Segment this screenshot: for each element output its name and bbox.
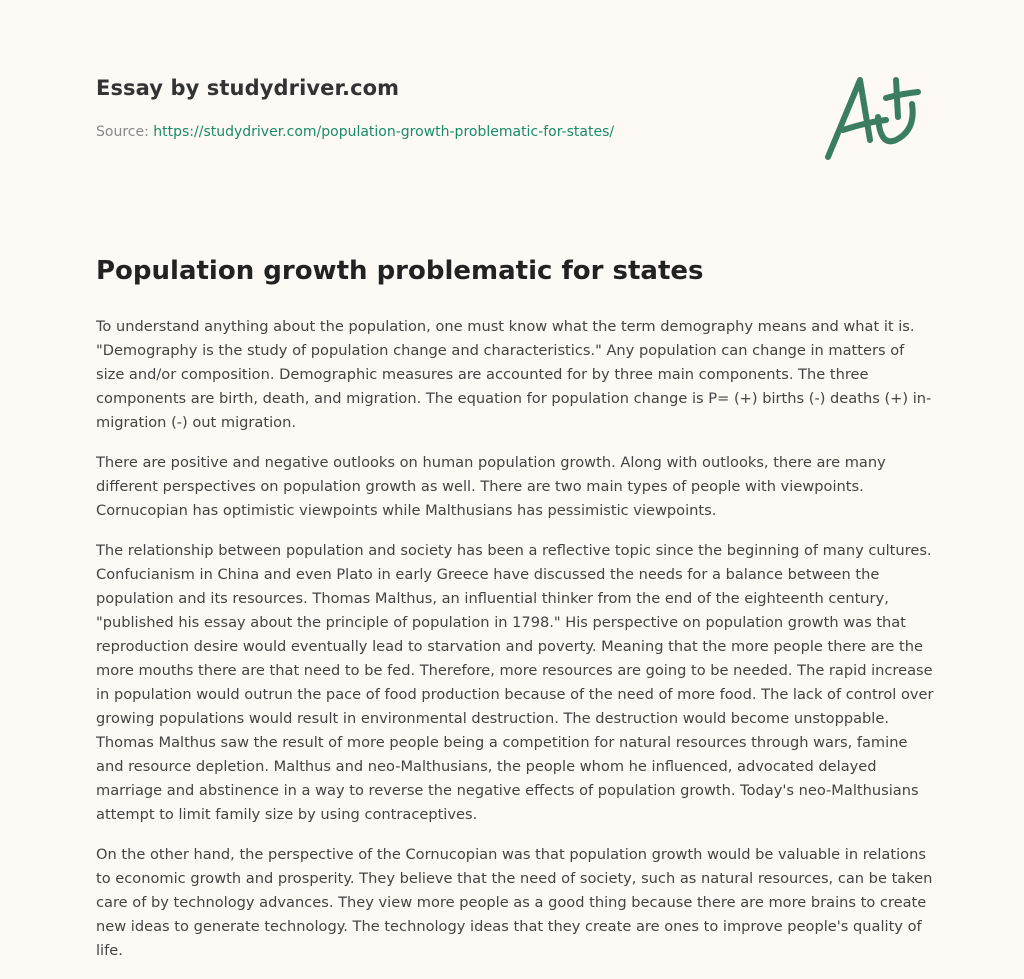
paragraph: The relationship between population and society has been a reflective topic since the beginning of many cultures. Confucianism in China and even Plato in early Greece have discussed the needs for a balance between the population and its resources. Thomas Malthus, an influential thinker from the end of the eighteenth century, "published his essay about the principle of population in 1798." His perspective on population growth was that reproduction desire would eventually lead to starvation and poverty. Meaning that the more people there are the more mouths there are that need to be fed. Therefore, more resources are going to be needed. The rapid increase in population would outrun the pace of food production because of the need of more food. The lack of control over growing populations would result in environmental destruction. The destruction would become unstoppable. Thomas Malthus saw the result of more people being a competition for natural resources through wars, famine and resource depletion. Malthus and neo-Malthusians, the people whom he influenced, advocated delayed marriage and abstinence in a way to reverse the negative effects of population growth. Today's neo-Malthusians attempt to limit family size by using contraceptives.	[96, 542, 934, 823]
essay-body	[96, 315, 934, 979]
essay-title: Population growth problematic for states	[96, 256, 704, 286]
source-link[interactable]: https://studydriver.com/population-growth-problematic-for-states/	[153, 124, 615, 140]
source-line	[96, 124, 614, 140]
paragraph: On the other hand, the perspective of the Cornucopian was that population growth would be valuable in relations to economic growth and prosperity. They believe that the need of society, such as natural resources, can be taken care of by technology advances. They view more people as a good thing because there are more brains to create new ideas to generate technology. The technology ideas that they create are ones to improve people's quality of life.	[96, 846, 933, 959]
source-label: Source:	[96, 124, 149, 140]
essay-header	[96, 76, 614, 140]
a-plus-grade-icon	[818, 62, 938, 172]
paragraph: To understand anything about the population, one must know what the term demography means and what it is. "Demography is the study of population change and characteristics." Any population can change in matters of size and/or composition. Demographic measures are accounted for by three main components. The three components are birth, death, and migration. The equation for population change is P= (+) births (-) deaths (+) in-migration (-) out migration.	[96, 318, 932, 431]
brand-title: Essay by studydriver.com	[96, 76, 400, 100]
paragraph: There are positive and negative outlooks on human population growth. Along with outlooks, there are many different perspectives on population growth as well. There are two main types of people with viewpoints. Cornucopian has optimistic viewpoints while Malthusians has pessimistic viewpoints.	[96, 454, 886, 519]
